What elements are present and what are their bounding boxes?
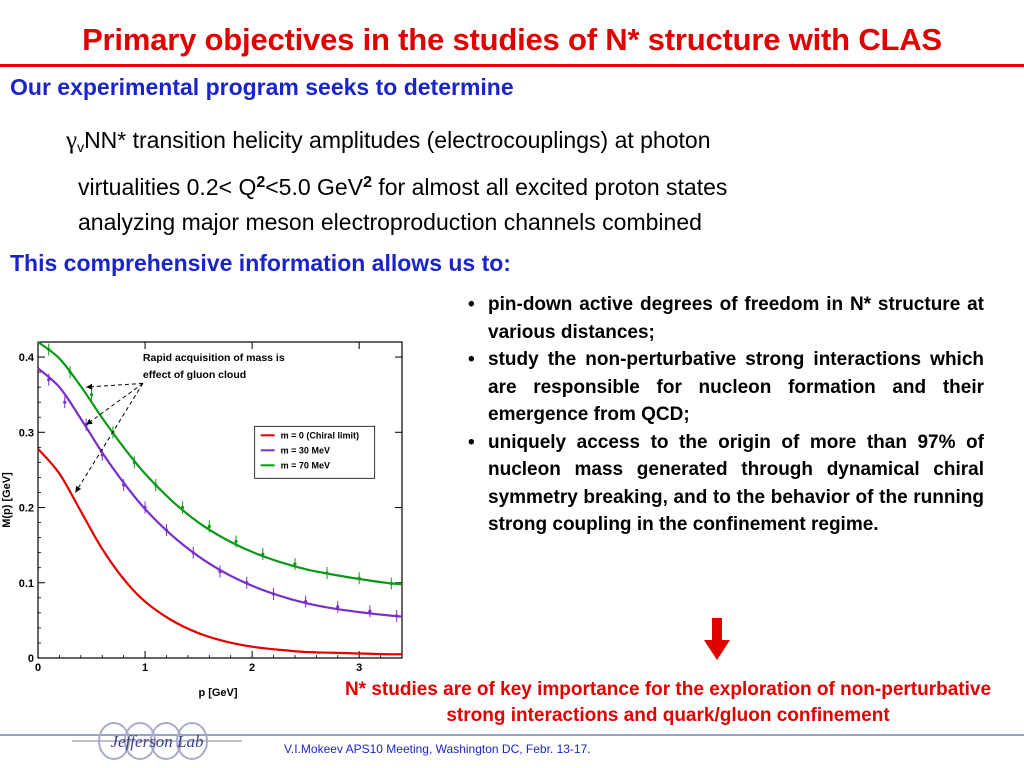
bullet-marker: • bbox=[468, 294, 475, 315]
gamma-symbol: γ bbox=[66, 127, 78, 154]
y-tick-label: 0 bbox=[27, 653, 34, 665]
chart-annotation-group bbox=[75, 352, 284, 493]
lattice-point bbox=[234, 540, 237, 543]
svg-text:Jefferson Lab: Jefferson Lab bbox=[110, 732, 204, 751]
q-squared-exponent: 2 bbox=[256, 174, 266, 191]
x-tick-label: 2 bbox=[249, 662, 256, 674]
chart-legend bbox=[255, 426, 375, 478]
goal-text: study the non-perturbative strong interactions which are responsible for nucleon formation and their emergence from QCD; bbox=[488, 349, 984, 425]
gev-squared-exponent: 2 bbox=[363, 174, 372, 191]
goals-list bbox=[466, 291, 984, 539]
x-tick-label: 0 bbox=[34, 662, 42, 674]
y-tick-label: 0.1 bbox=[18, 577, 34, 590]
chart-y-axis-label: M(p) [GeV] bbox=[1, 472, 13, 528]
goal-item bbox=[466, 429, 984, 539]
chart-series-lines bbox=[38, 342, 402, 654]
down-arrow-icon bbox=[704, 618, 730, 660]
series-line bbox=[38, 449, 402, 654]
lattice-point bbox=[208, 525, 211, 528]
program-heading: Our experimental program seeks to determine bbox=[10, 74, 514, 100]
y-tick-label: 0.4 bbox=[18, 352, 34, 365]
legend-label: m = 0 (Chiral limit) bbox=[280, 430, 359, 441]
chart-data-points bbox=[47, 344, 398, 622]
objective-line-2-a: virtualities 0.2< Q bbox=[78, 174, 257, 200]
annotation-arrow bbox=[86, 383, 143, 387]
objective-line-2-c: for almost all excited proton states bbox=[371, 174, 728, 200]
lattice-point bbox=[90, 393, 93, 396]
title-underline bbox=[0, 64, 1024, 67]
x-tick-label: 1 bbox=[141, 662, 149, 674]
goal-item bbox=[466, 291, 984, 346]
annotation-text: Rapid acquisition of mass is bbox=[142, 351, 285, 364]
slide-title: Primary objectives in the studies of N* structure with CLAS bbox=[82, 22, 942, 57]
objective-line-2-b: <5.0 GeV bbox=[265, 174, 364, 200]
goal-item bbox=[466, 346, 984, 429]
conclusion-text: N* studies are of key importance for the exploration of non-perturbative strong interactions and quark/gluon confinement bbox=[344, 679, 992, 726]
annotation-text: effect of gluon cloud bbox=[142, 369, 247, 382]
goal-text: uniquely access to the origin of more than 97% of nucleon mass generated through dynamical chiral symmetry breaking, and to the behavior of the running strong coupling in the confinement regime. bbox=[488, 431, 984, 535]
objective-line-1 bbox=[66, 123, 966, 165]
objective-line-2 bbox=[66, 165, 966, 205]
section-heading: This comprehensive information allows us to: bbox=[10, 250, 511, 276]
y-tick-label: 0.3 bbox=[18, 427, 34, 440]
objective-line-1-text: NN* transition helicity amplitudes (electrocouplings) at photon bbox=[84, 127, 711, 153]
annotation-arrow bbox=[75, 383, 142, 492]
footer-citation: V.I.Mokeev APS10 Meeting, Washington DC, Febr. 13-17. bbox=[284, 742, 591, 756]
jefferson-lab-logo bbox=[72, 716, 242, 766]
chart-ticks bbox=[19, 342, 402, 674]
bullet-marker: • bbox=[468, 431, 475, 453]
bullet-marker: • bbox=[468, 349, 475, 370]
legend-label: m = 30 MeV bbox=[280, 445, 330, 456]
legend-label: m = 70 MeV bbox=[280, 460, 330, 471]
y-tick-label: 0.2 bbox=[18, 502, 34, 515]
objective-line-3: analyzing major meson electroproduction channels combined bbox=[78, 209, 702, 235]
objective-text bbox=[66, 123, 966, 240]
gamma-subscript: v bbox=[77, 139, 85, 155]
goal-text: pin-down active degrees of freedom in N* structure at various distances; bbox=[488, 294, 984, 343]
lattice-point bbox=[63, 401, 66, 404]
mass-function-chart bbox=[0, 330, 420, 710]
x-tick-label: 3 bbox=[356, 662, 363, 674]
chart-x-axis-label: p [GeV] bbox=[198, 687, 238, 699]
annotation-arrow bbox=[86, 383, 143, 424]
